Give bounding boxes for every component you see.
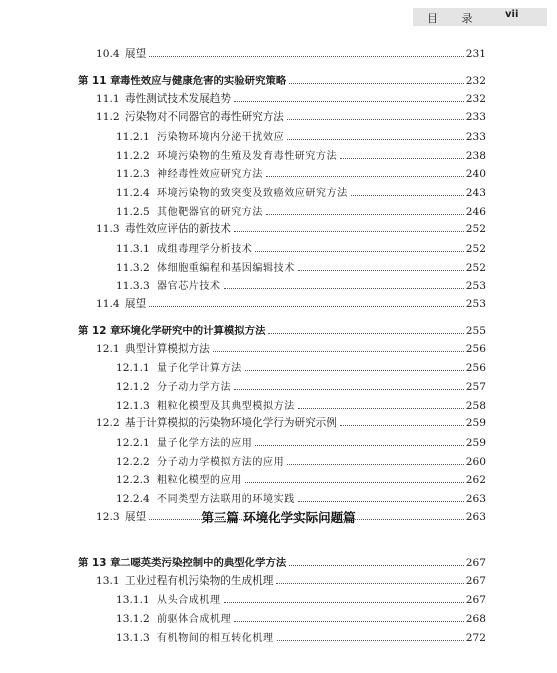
toc-leader-dots	[277, 640, 464, 641]
toc-entry-page: 246	[465, 206, 486, 218]
toc-entry-title: 环境污染物的生殖及发育毒性研究方法	[157, 151, 338, 162]
toc-leader-dots	[287, 139, 464, 140]
toc-entry-page: 267	[465, 575, 486, 587]
toc-entry-number: 13.1.1	[116, 594, 150, 606]
toc-entry-page: 253	[465, 298, 486, 310]
toc-entry-page: 232	[465, 93, 486, 105]
toc-entry-page: 263	[465, 493, 486, 505]
toc-leader-dots	[255, 251, 463, 252]
toc-entry-number: 12.2.4	[116, 493, 150, 505]
toc-subsection-entry[interactable]	[116, 629, 486, 644]
toc-leader-dots	[298, 270, 464, 271]
toc-subsection-entry[interactable]	[116, 378, 486, 393]
toc-subsection-entry[interactable]	[116, 453, 486, 468]
toc-subsection-entry[interactable]	[116, 490, 486, 505]
toc-entry-page: 252	[465, 243, 486, 255]
toc-section-entry[interactable]	[96, 46, 486, 61]
toc-entry-number: 第 12 章	[78, 325, 121, 337]
toc-entry-page: 256	[465, 343, 486, 355]
toc-subsection-entry[interactable]	[116, 610, 486, 625]
toc-leader-dots	[234, 231, 464, 232]
toc-leader-dots	[149, 306, 464, 307]
toc-subsection-entry[interactable]	[116, 277, 486, 292]
toc-entry-number: 13.1.3	[116, 632, 150, 644]
toc-entry-number: 11.1	[96, 93, 120, 105]
toc-subsection-entry[interactable]	[116, 147, 486, 162]
toc-entry-page: 252	[465, 262, 486, 274]
toc-entry-number: 11.2.4	[116, 187, 150, 199]
toc-entry-number: 12.1.1	[116, 362, 150, 374]
toc-entry-page: 258	[465, 400, 486, 412]
toc-entry-title: 污染物对不同器官的毒性研究方法	[125, 111, 284, 123]
toc-entry-page: 268	[465, 613, 486, 625]
toc-entry-number: 11.2.5	[116, 206, 150, 218]
toc-entry-title: 环境化学研究中的计算模拟方法	[120, 325, 266, 337]
toc-subsection-entry[interactable]	[116, 128, 486, 143]
toc-entry-number: 12.2	[96, 417, 120, 429]
toc-entry-page: 259	[465, 437, 486, 449]
toc-entry-title: 粗粒化模型及其典型模拟方法	[157, 401, 295, 412]
toc-leader-dots	[234, 621, 464, 622]
toc-section-entry[interactable]	[96, 221, 486, 236]
toc-subsection-entry[interactable]	[116, 184, 486, 199]
toc-entry-page: 252	[465, 223, 486, 235]
toc-entry-page: 240	[465, 168, 486, 180]
toc-entry-number: 13.1	[96, 575, 120, 587]
toc-entry-number: 11.3.2	[116, 262, 150, 274]
toc-entry-page: 263	[465, 511, 486, 523]
toc-entry-title: 其他靶器官的研究方法	[157, 207, 263, 218]
toc-entry-number: 11.3.1	[116, 243, 150, 255]
toc-entry-page: 233	[465, 111, 486, 123]
toc-chapter-entry[interactable]	[78, 72, 486, 87]
toc-section-entry[interactable]	[96, 415, 486, 430]
toc-entry-number: 13.1.2	[116, 613, 150, 625]
toc-subsection-entry[interactable]	[116, 471, 486, 486]
toc-entry-title: 污染物环境内分泌干扰效应	[157, 132, 285, 143]
toc-subsection-entry[interactable]	[116, 240, 486, 255]
toc-entry-page: 272	[465, 632, 486, 644]
toc-entry-number: 12.1	[96, 343, 120, 355]
toc-entry-title: 展望	[125, 298, 147, 310]
toc-entry-title: 展望	[125, 511, 147, 523]
toc-entry-page: 256	[465, 362, 486, 374]
toc-entry-page: 232	[465, 75, 486, 87]
toc-entry-page: 257	[465, 381, 486, 393]
toc-entry-number: 12.2.2	[116, 456, 150, 468]
toc-subsection-entry[interactable]	[116, 165, 486, 180]
toc-leader-dots	[340, 158, 464, 159]
toc-leader-dots	[340, 425, 464, 426]
toc-leader-dots	[245, 482, 464, 483]
toc-entry-page: 253	[465, 280, 486, 292]
toc-section-entry[interactable]	[96, 109, 486, 124]
toc-subsection-entry[interactable]	[116, 359, 486, 374]
toc-entry-title: 从头合成机理	[157, 595, 221, 606]
toc-section-entry[interactable]	[96, 296, 486, 311]
toc-entry-number: 11.2.1	[116, 131, 150, 143]
toc-entry-number: 第 11 章	[78, 75, 121, 87]
toc-leader-dots	[289, 83, 464, 84]
toc-entry-page: 238	[465, 150, 486, 162]
toc-entry-number: 11.4	[96, 298, 120, 310]
toc-entry-page: 267	[465, 594, 486, 606]
toc-entry-title: 基于计算模拟的污染物环境化学行为研究示例	[125, 417, 337, 429]
toc-leader-dots	[213, 351, 464, 352]
toc-entry-number: 11.3	[96, 223, 120, 235]
toc-entry-title: 器官芯片技术	[157, 281, 221, 292]
toc-entry-title: 不同类型方法联用的环境实践	[157, 494, 295, 505]
toc-entry-number: 12.2.3	[116, 474, 150, 486]
toc-entry-title: 量子化学计算方法	[157, 363, 242, 374]
toc-entry-title: 成组毒理学分析技术	[157, 244, 253, 255]
toc-entry-title: 量子化学方法的应用	[157, 438, 253, 449]
toc-entry-number: 11.2.3	[116, 168, 150, 180]
toc-entry-number: 11.2	[96, 111, 120, 123]
toc-entry-title: 毒性测试技术发展趋势	[125, 93, 231, 105]
toc-entry-title: 粗粒化模型的应用	[157, 475, 242, 486]
toc-section-entry[interactable]	[96, 573, 486, 588]
toc-leader-dots	[245, 370, 464, 371]
toc-entry-page: 267	[465, 557, 486, 569]
running-header-title: 目 录	[427, 12, 483, 25]
toc-entry-title: 典型计算模拟方法	[125, 343, 210, 355]
toc-leader-dots	[268, 333, 463, 334]
toc-section-entry[interactable]	[96, 341, 486, 356]
toc-leader-dots	[287, 464, 464, 465]
toc-entry-page: 255	[465, 325, 486, 337]
toc-entry-number: 第 13 章	[78, 557, 121, 569]
toc-entry-title: 分子动力学方法	[157, 382, 232, 393]
toc-entry-title: 展望	[125, 48, 147, 60]
toc-entry-title: 二噁英类污染控制中的典型化学方法	[120, 557, 287, 569]
toc-entry-page: 233	[465, 131, 486, 143]
toc-entry-title: 前驱体合成机理	[157, 614, 232, 625]
toc-leader-dots	[224, 602, 464, 603]
toc-entry-title: 毒性效应与健康危害的实验研究策略	[120, 75, 287, 87]
toc-subsection-entry[interactable]	[116, 203, 486, 218]
toc-section-entry[interactable]	[96, 91, 486, 106]
toc-leader-dots	[298, 408, 464, 409]
toc-subsection-entry[interactable]	[116, 397, 486, 412]
toc-entry-number: 12.2.1	[116, 437, 150, 449]
toc-leader-dots	[234, 389, 464, 390]
toc-leader-dots	[287, 119, 464, 120]
toc-entry-title: 工业过程有机污染物的生成机理	[125, 575, 274, 587]
toc-entry-number: 12.3	[96, 511, 120, 523]
toc-entry-title: 环境污染物的致突变及致癌效应研究方法	[157, 188, 348, 199]
toc-entry-title: 有机物间的相互转化机理	[157, 633, 274, 644]
toc-entry-page: 260	[465, 456, 486, 468]
toc-entry-page: 259	[465, 417, 486, 429]
running-header	[413, 8, 547, 26]
part-heading: 第三篇 环境化学实际问题篇	[201, 510, 356, 525]
toc-entry-page: 231	[465, 48, 486, 60]
toc-leader-dots	[298, 501, 464, 502]
toc-leader-dots	[276, 583, 463, 584]
toc-leader-dots	[255, 445, 463, 446]
toc-leader-dots	[224, 288, 464, 289]
toc-subsection-entry[interactable]	[116, 434, 486, 449]
toc-entry-title: 分子动力学模拟方法的应用	[157, 457, 285, 468]
toc-leader-dots	[289, 565, 464, 566]
toc-chapter-entry[interactable]	[78, 322, 486, 337]
toc-entry-number: 11.2.2	[116, 150, 150, 162]
toc-entry-number: 11.3.3	[116, 280, 150, 292]
toc-subsection-entry[interactable]	[116, 259, 486, 274]
toc-entry-number: 10.4	[96, 48, 120, 60]
toc-entry-number: 12.1.3	[116, 400, 150, 412]
toc-entry-page: 243	[465, 187, 486, 199]
toc-entry-title: 神经毒性效应研究方法	[157, 169, 263, 180]
toc-entry-title: 毒性效应评估的新技术	[125, 223, 231, 235]
toc-entry-page: 262	[465, 474, 486, 486]
running-header-page-number: vii	[505, 9, 519, 20]
toc-leader-dots	[266, 214, 464, 215]
toc-entry-number: 12.1.2	[116, 381, 150, 393]
toc-leader-dots	[351, 195, 464, 196]
toc-subsection-entry[interactable]	[116, 591, 486, 606]
toc-chapter-entry[interactable]	[78, 554, 486, 569]
toc-leader-dots	[149, 56, 464, 57]
toc-leader-dots	[234, 101, 464, 102]
toc-entry-title: 体细胞重编程和基因编辑技术	[157, 263, 295, 274]
toc-leader-dots	[266, 176, 464, 177]
